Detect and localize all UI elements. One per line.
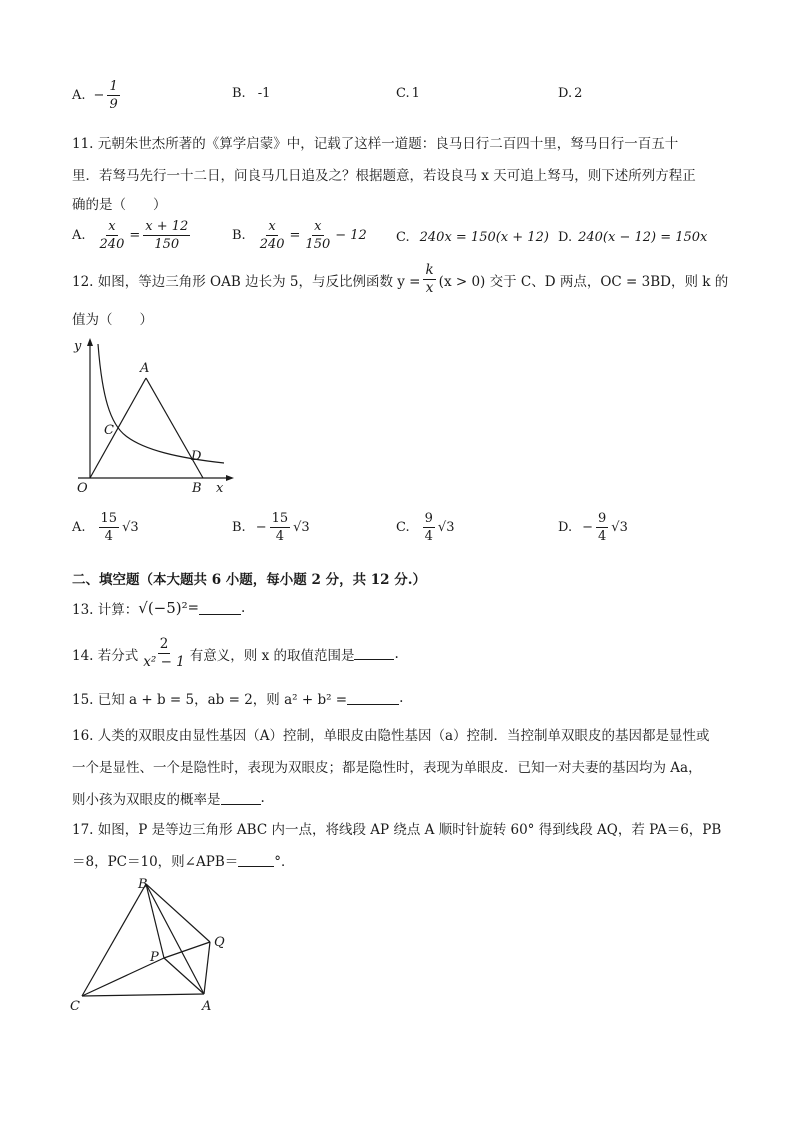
q13-post: = [187, 600, 199, 616]
q17-label-p: P [150, 950, 159, 965]
q10-option-a-fraction [107, 78, 119, 113]
q10-option-d [558, 86, 582, 101]
q12-label-y: y [74, 339, 82, 354]
q11-option-a [72, 218, 193, 253]
q10-option-b [232, 86, 270, 101]
q12-option-b-den: 4 [275, 529, 284, 544]
q11-option-b [232, 218, 367, 253]
q11-option-a-left-den: 240 [99, 237, 125, 252]
q12-option-b-sign: − [255, 520, 267, 535]
q14-frac [141, 636, 187, 671]
q11-option-b-left-frac [258, 218, 287, 253]
q11-option-b-right-num: x [314, 219, 322, 234]
q15-text: 15. 已知 a + b = 5，ab = 2，则 a² + b² = [72, 692, 348, 708]
q17-answer-blank[interactable] [238, 854, 274, 867]
q16-line-2: 一个是显性、一个是隐性时，表现为双眼皮；都是隐性时，表现为单眼皮．已知一对夫妻的基因均为 Aa， [72, 760, 702, 776]
q12-option-d-den: 4 [598, 529, 607, 544]
q12-pre: 12. 如图，等边三角形 OAB 边长为 5，与反比例函数 y = [72, 273, 421, 290]
q17-line-2-text: ＝8，PC＝10，则∠APB＝ [72, 854, 239, 870]
q16-end: . [260, 790, 265, 806]
q11-line-2: 里．若驽马先行一十二日，问良马几日追及之？根据题意，若设良马 x 天可追上驽马，则下述所列方程正 [72, 168, 696, 184]
q12-option-a-root: √3 [122, 520, 139, 535]
q11-option-b-right-den: 150 [305, 237, 331, 252]
q14-post: 有意义，则 x 的取值范围是 [189, 647, 355, 664]
q10-option-a-label: A. [72, 88, 86, 103]
q12-label-b: B [192, 481, 202, 496]
q10-option-c [396, 86, 420, 101]
q14-answer-blank[interactable] [354, 647, 394, 660]
q11-option-d-expr: 240(x − 12) = 150x [578, 230, 708, 245]
q11-option-d-label: D. [558, 230, 573, 245]
q13-pre: 13. 计算： [72, 602, 139, 618]
section-2-title: 二、填空题（本大题共 6 小题，每小题 2 分，共 12 分.） [72, 572, 426, 588]
q17-label-b: B [138, 877, 148, 892]
q17-label-a: A [202, 999, 212, 1014]
q10-option-a-sign: − [93, 88, 105, 103]
q12-option-b-root: √3 [293, 520, 310, 535]
q11-option-a-left-frac [98, 218, 127, 253]
q10-option-a-num: 1 [109, 79, 118, 94]
q12-option-a-label: A. [72, 520, 86, 535]
q12-figure [68, 336, 238, 496]
q16-answer-blank[interactable] [221, 792, 261, 805]
q10-option-c-label: C. [396, 86, 410, 101]
q12-option-c [396, 510, 454, 545]
q17-segment-ab [146, 884, 204, 994]
q17-segment-pb [146, 884, 164, 958]
q10-option-a-den: 9 [109, 97, 118, 112]
q11-option-c-label: C. [396, 230, 410, 245]
q11-option-d [558, 230, 707, 245]
q17-segment-qa [204, 942, 210, 994]
q17-line-1: 17. 如图，P 是等边三角形 ABC 内一点，将线段 AP 绕点 A 顺时针旋转 60° 得到线段 AQ，若 PA＝6，PB [72, 822, 722, 838]
q13 [72, 598, 245, 618]
q15 [72, 688, 403, 708]
q17-end: °． [274, 854, 295, 870]
q12-label-c: C [104, 423, 114, 438]
q11-option-a-right-num: x + 12 [145, 219, 189, 234]
q16-line-1: 16. 人类的双眼皮由显性基因（A）控制，单眼皮由隐性基因（a）控制．当控制单双眼皮的基因都是显性或 [72, 728, 710, 744]
q17-line-2 [72, 850, 295, 870]
q14-den: x² − 1 [143, 654, 185, 670]
q13-expr: √(−5)² [138, 599, 188, 617]
q14-pre: 14. 若分式 [72, 647, 139, 664]
q12-option-d-frac [596, 510, 608, 545]
q12-option-b-num: 15 [271, 511, 289, 526]
q17-figure [66, 876, 236, 1016]
q11-option-b-left-den: 240 [259, 237, 285, 252]
q12-y-axis-arrow [87, 338, 93, 346]
q12-label-x: x [216, 481, 224, 496]
q11-line-3: 确的是（ ） [72, 197, 167, 213]
q12-option-a-num: 15 [100, 511, 118, 526]
q11-option-a-label: A. [72, 228, 86, 243]
q14 [72, 636, 399, 671]
q11-option-b-right-frac [303, 218, 332, 253]
q12-option-a [72, 510, 139, 545]
q12-option-c-root: √3 [437, 520, 455, 535]
q17-segment-ca [82, 994, 204, 996]
q11-option-a-right-frac [143, 218, 190, 253]
q17-segment-pa [164, 958, 204, 994]
q12-option-c-num: 9 [424, 511, 433, 526]
q10-option-d-label: D. [558, 86, 573, 101]
q10-option-a [72, 78, 123, 113]
q14-end: . [394, 645, 399, 662]
q12-option-d-sign: − [582, 520, 593, 535]
q10-option-d-text: 2 [574, 86, 583, 101]
q15-end: . [399, 690, 404, 706]
q12-option-c-den: 4 [424, 529, 433, 544]
q10-option-c-text: 1 [411, 86, 420, 101]
q10-option-b-label: B. [232, 86, 246, 101]
q15-answer-blank[interactable] [347, 692, 399, 705]
q14-num: 2 [159, 636, 169, 652]
q10-option-b-text: -1 [257, 86, 271, 101]
q12-option-b-frac [270, 510, 291, 545]
q11-option-b-eq: = [289, 228, 301, 243]
q12-k-fraction [423, 262, 435, 297]
q11-line-1: 11. 元朝朱世杰所著的《算学启蒙》中，记载了这样一道题：良马日行二百四十里，驽马日行一百五十 [72, 136, 679, 152]
q12-option-d-label: D. [558, 520, 573, 535]
q11-option-a-eq: = [129, 228, 141, 243]
q12-option-d-root: √3 [611, 520, 628, 535]
q11-option-a-right-den: 150 [154, 237, 180, 252]
q12-post: (x > 0) 交于 C、D 两点，OC = 3BD，则 k 的 [438, 273, 729, 290]
q12-option-b-label: B. [232, 520, 246, 535]
q12-option-a-den: 4 [104, 529, 113, 544]
q12-label-o: O [77, 481, 88, 496]
q12-option-a-frac [99, 510, 120, 545]
q17-segment-pq [164, 942, 210, 958]
q12-option-c-frac [423, 510, 435, 545]
q12-k-num: k [425, 262, 434, 278]
q11-option-a-left-num: x [108, 219, 116, 234]
q17-label-q: Q [214, 935, 225, 950]
q13-end: . [240, 600, 246, 616]
q12-option-d-num: 9 [598, 511, 607, 526]
q12-option-b [232, 510, 310, 545]
q11-option-c [396, 230, 549, 245]
q12-option-c-label: C. [396, 520, 410, 535]
q11-option-b-label: B. [232, 228, 246, 243]
q17-label-c: C [70, 999, 80, 1014]
q12-line-1 [72, 262, 728, 297]
q17-segment-bc [82, 884, 146, 996]
q12-label-d: D [191, 449, 202, 464]
q12-x-axis-arrow [226, 475, 234, 481]
q16-line-3-text: 则小孩为双眼皮的概率是 [72, 792, 221, 808]
q12-option-d [558, 510, 628, 545]
q12-line-2: 值为（ ） [72, 312, 153, 328]
q13-answer-blank[interactable] [199, 602, 241, 615]
q11-option-b-left-num: x [268, 219, 276, 234]
q17-segment-bq [146, 884, 210, 942]
q12-k-den: x [425, 280, 434, 296]
q12-label-a: A [140, 361, 150, 376]
q11-option-b-tail: − 12 [335, 228, 367, 243]
q11-option-c-expr: 240x = 150(x + 12) [419, 230, 549, 245]
q16-line-3 [72, 788, 265, 808]
